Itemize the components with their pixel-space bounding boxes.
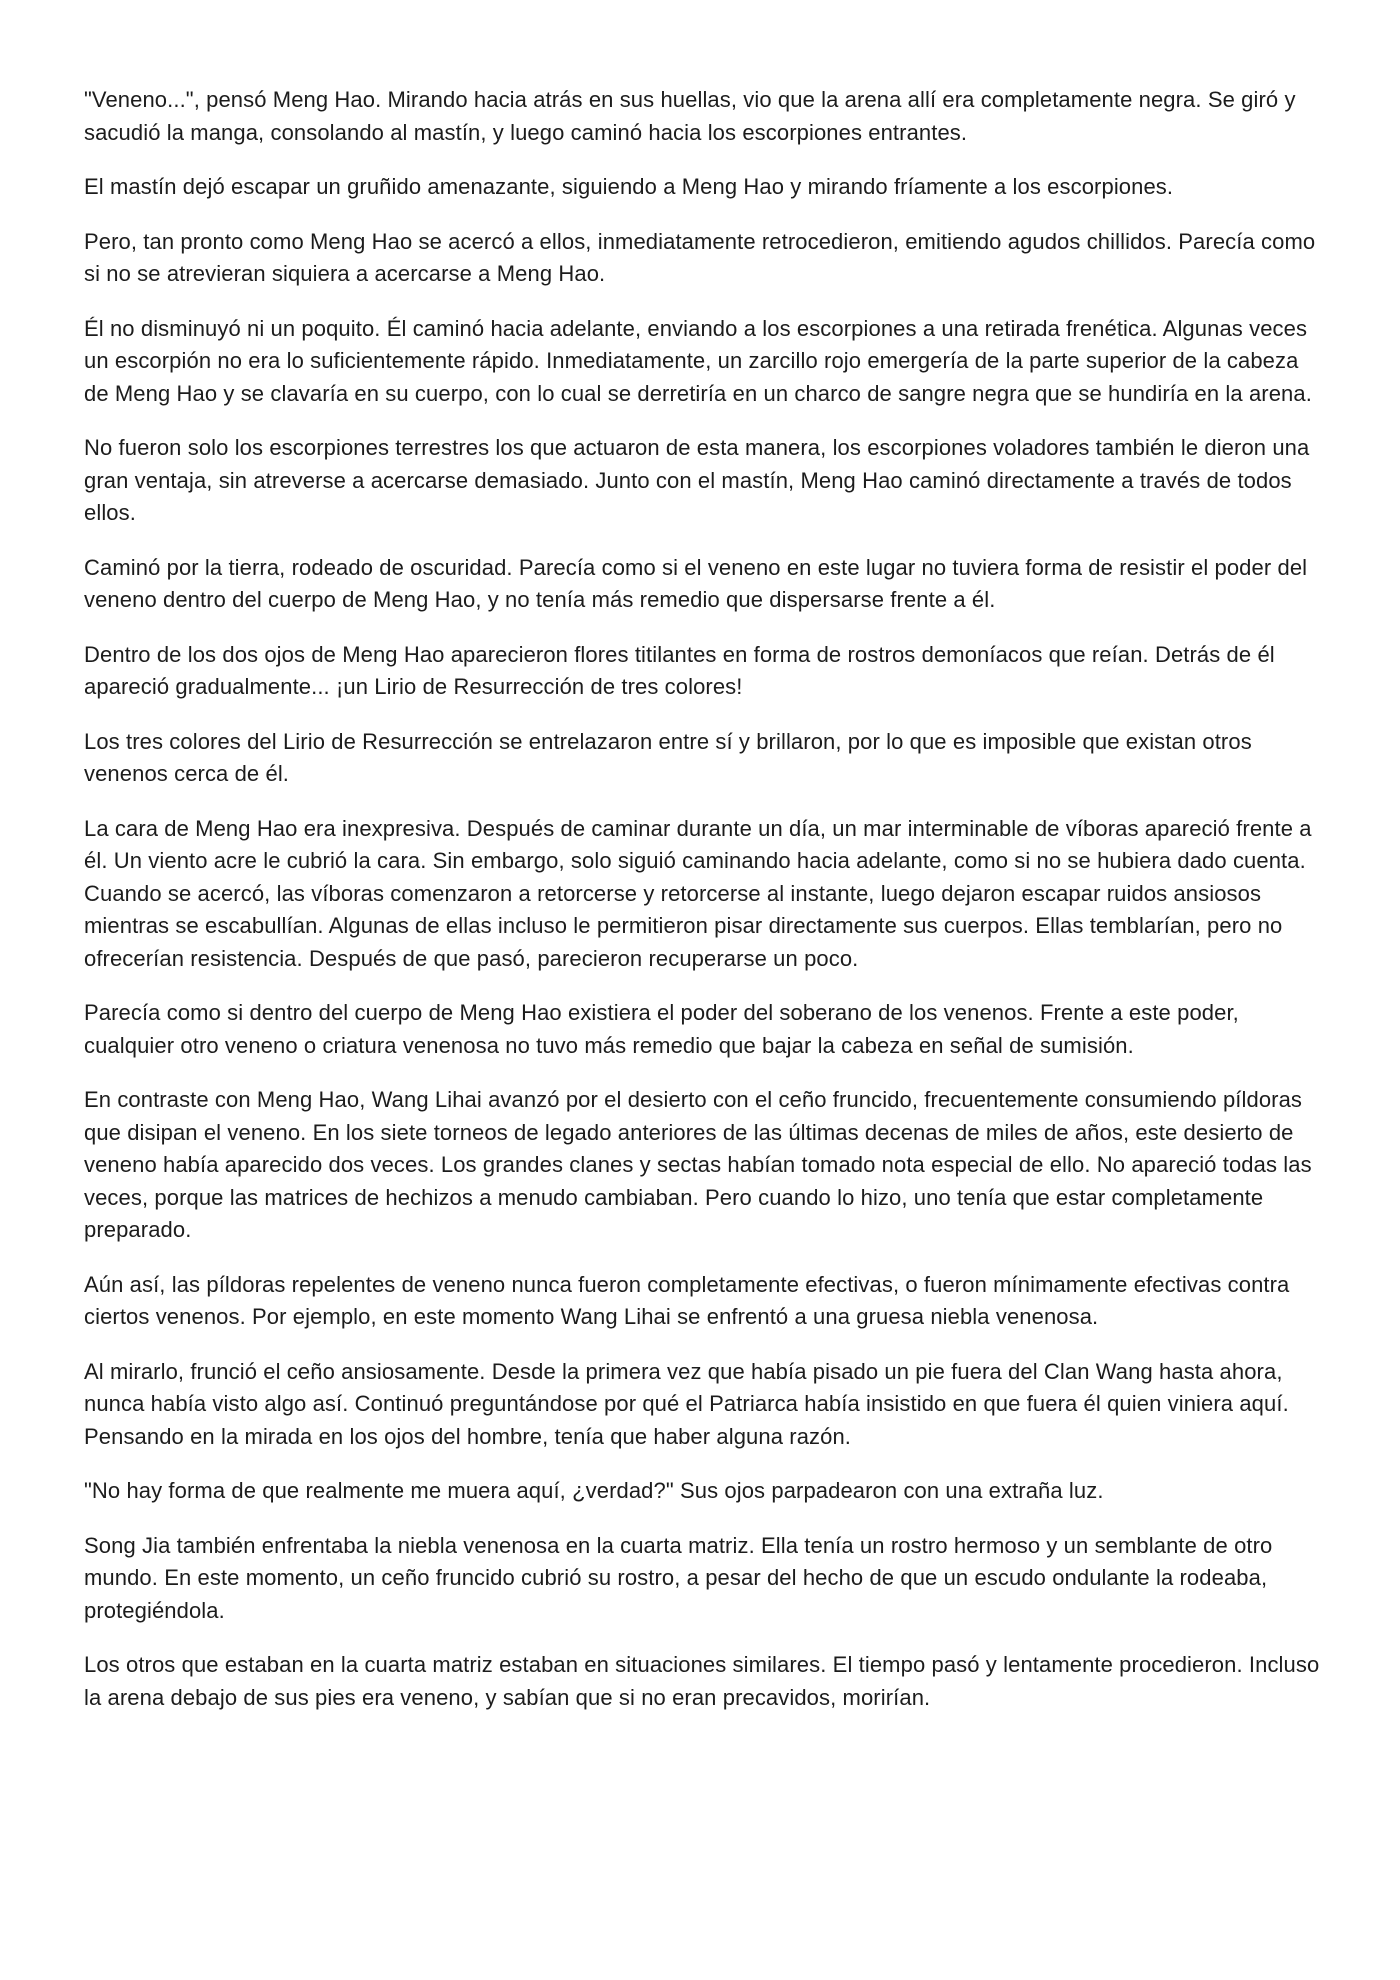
paragraph-12: Aún así, las píldoras repelentes de veneno nunca fueron completamente efectivas, o fueron mínimamente efectivas contra ciertos venenos. Por ejemplo, en este momento Wang Lihai se enfrentó a una gruesa niebla venenosa. [84,1271,1290,1329]
paragraph-9: La cara de Meng Hao era inexpresiva. Después de caminar durante un día, un mar interminable de víboras apareció frente a él. Un viento acre le cubrió la cara. Sin embargo, solo siguió caminando hacia adelante, como si no se hubiera dado cuenta. Cuando se acercó, las víboras comenzaron a retorcerse y retorcerse al instante, luego dejaron escapar ruidos ansiosos mientras se escabullían. Algunas de ellas incluso le permitieron pisar directamente sus cuerpos. Ellas temblarían, pero no ofrecerían resistencia. Después de que pasó, parecieron recuperarse un poco. [84,815,1312,971]
paragraph-7: Dentro de los dos ojos de Meng Hao aparecieron flores titilantes en forma de rostros demoníacos que reían. Detrás de él apareció gradualmente... ¡un Lirio de Resurrección de tres colores! [84,641,1275,699]
paragraph-5: No fueron solo los escorpiones terrestres los que actuaron de esta manera, los escorpiones voladores también le dieron una gran ventaja, sin atreverse a acercarse demasiado. Junto con el mastín, Meng Hao caminó directamente a través de todos ellos. [84,435,1310,525]
paragraph-10: Parecía como si dentro del cuerpo de Meng Hao existiera el poder del soberano de los venenos. Frente a este poder, cualquier otro veneno o criatura venenosa no tuvo más remedio que bajar la cabeza en señal de sumisión. [84,1000,1239,1058]
paragraph-13: Al mirarlo, frunció el ceño ansiosamente. Desde la primera vez que había pisado un pie fuera del Clan Wang hasta ahora, nunca había visto algo así. Continuó preguntándose por qué el Patriarca había insistido en que fuera él quien viniera aquí. Pensando en la mirada en los ojos del hombre, tenía que haber alguna razón. [84,1358,1289,1449]
document-page [84,84,1324,1736]
paragraph-4: Él no disminuyó ni un poquito. Él caminó hacia adelante, enviando a los escorpiones a una retirada frenética. Algunas veces un escorpión no era lo suficientemente rápido. Inmediatamente, un zarcillo rojo emergería de la parte superior de la cabeza de Meng Hao y se clavaría en su cuerpo, con lo cual se derretiría en un charco de sangre negra que se hundiría en la arena. [84,315,1312,406]
paragraph-14: "No hay forma de que realmente me muera aquí, ¿verdad?" Sus ojos parpadearon con una extraña luz. [84,1478,1104,1503]
paragraph-3: Pero, tan pronto como Meng Hao se acercó a ellos, inmediatamente retrocedieron, emitiendo agudos chillidos. Parecía como si no se atrevieran siquiera a acercarse a Meng Hao. [84,228,1316,286]
paragraph-11: En contraste con Meng Hao, Wang Lihai avanzó por el desierto con el ceño fruncido, frecuentemente consumiendo píldoras que disipan el veneno. En los siete torneos de legado anteriores de las últimas decenas de miles de años, este desierto de veneno había aparecido dos veces. Los grandes clanes y sectas habían tomado nota especial de ello. No apareció todas las veces, porque las matrices de hechizos a menudo cambiaban. Pero cuando lo hizo, uno tenía que estar completamente preparado. [84,1087,1312,1242]
paragraph-15: Song Jia también enfrentaba la niebla venenosa en la cuarta matriz. Ella tenía un rostro hermoso y un semblante de otro mundo. En este momento, un ceño fruncido cubrió su rostro, a pesar del hecho de que un escudo ondulante la rodeaba, protegiéndola. [84,1532,1273,1623]
paragraph-1: "Veneno...", pensó Meng Hao. Mirando hacia atrás en sus huellas, vio que la arena allí era completamente negra. Se giró y sacudió la manga, consolando al mastín, y luego caminó hacia los escorpiones entrantes. [84,87,1296,145]
paragraph-8: Los tres colores del Lirio de Resurrección se entrelazaron entre sí y brillaron, por lo que es imposible que existan otros venenos cerca de él. [84,728,1252,786]
paragraph-6: Caminó por la tierra, rodeado de oscuridad. Parecía como si el veneno en este lugar no tuviera forma de resistir el poder del veneno dentro del cuerpo de Meng Hao, y no tenía más remedio que dispersarse frente a él. [84,554,1308,612]
paragraph-16: Los otros que estaban en la cuarta matriz estaban en situaciones similares. El tiempo pasó y lentamente procedieron. Incluso la arena debajo de sus pies era veneno, y sabían que si no eran precavidos, morirían. [84,1652,1320,1710]
paragraph-2: El mastín dejó escapar un gruñido amenazante, siguiendo a Meng Hao y mirando fríamente a los escorpiones. [84,174,1174,199]
